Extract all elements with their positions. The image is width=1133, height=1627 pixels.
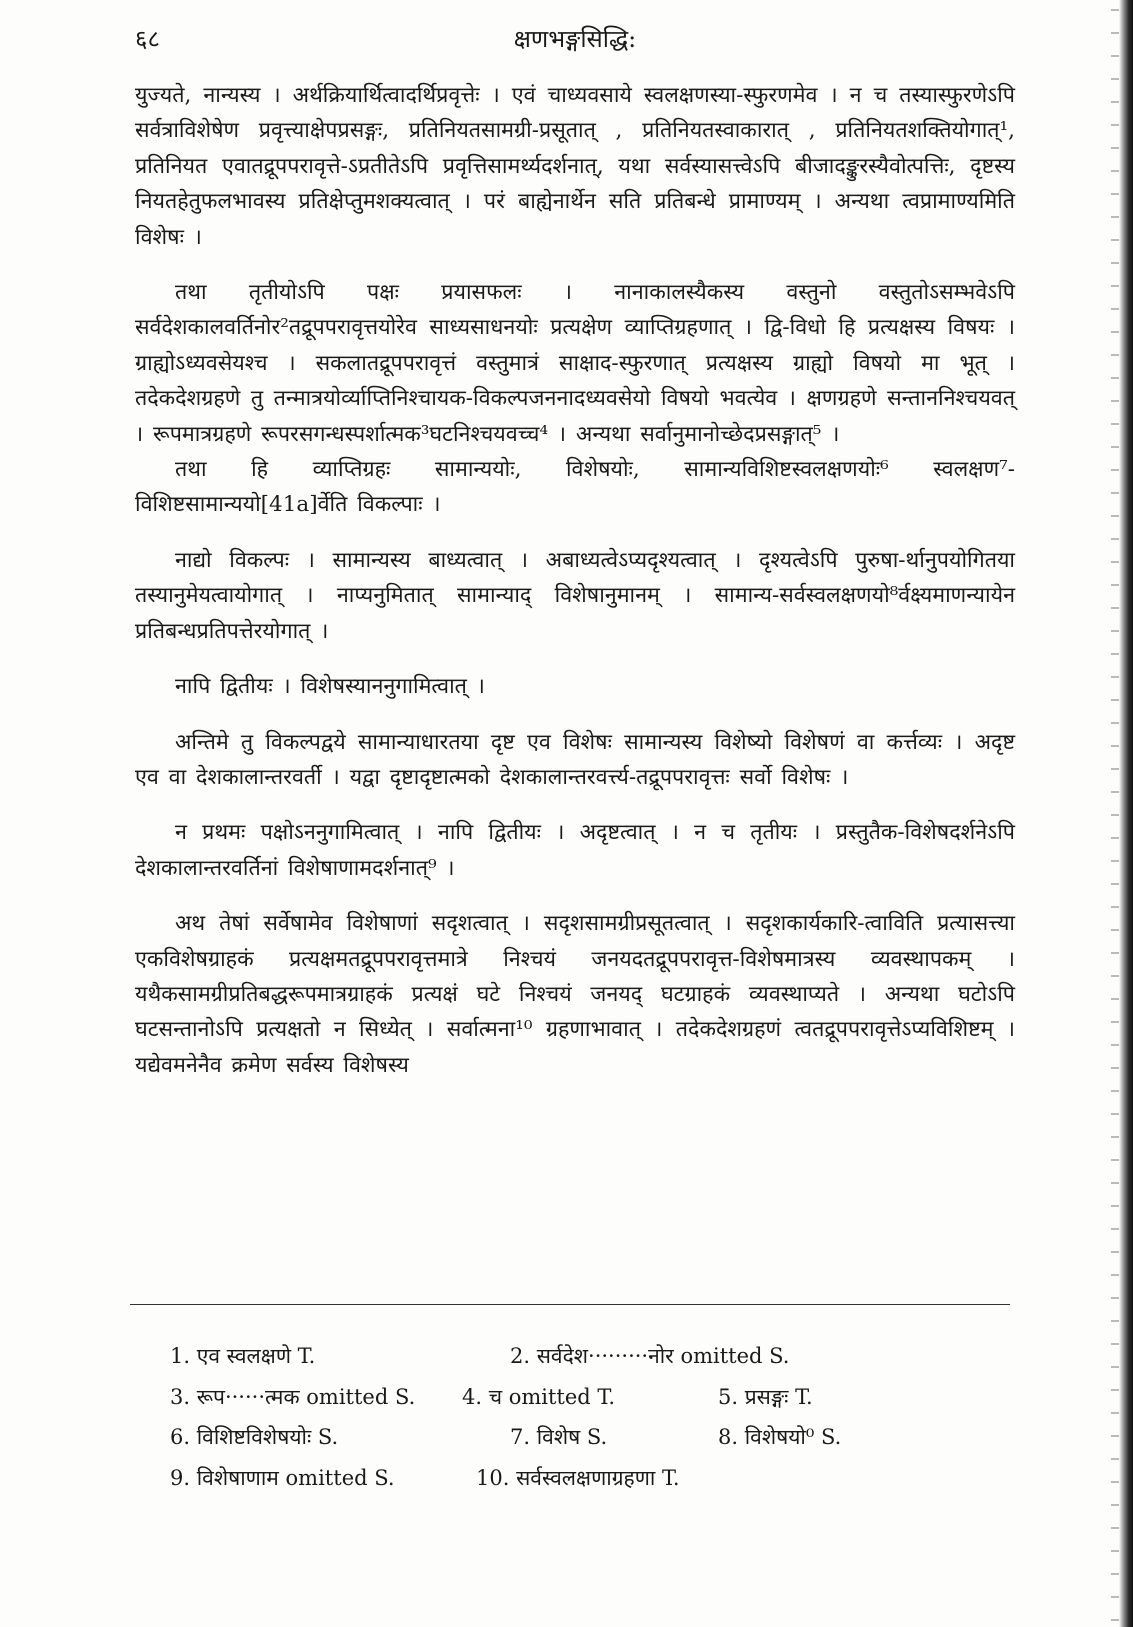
paragraph: तथा तृतीयोऽपि पक्षः प्रयासफलः । नानाकालस्यैकस्य वस्तुनो वस्तुतोऽसम्भवेऽपि सर्वदेशकालवर्तिनोर²तद्रूपपरावृत्तयोरेव साध्यसाधनयोः प्रत्यक्षेण व्याप्तिग्रहणात् । द्वि-विधो हि प्रत्यक्षस्य विषयः । ग्राह्योऽध्यवसेयश्च । सकलातद्रूपपरावृत्तं वस्तुमात्रं साक्षाद-स्फुरणात् प्रत्यक्षस्य ग्राह्यो विषयो मा भूत् । तदेकदेशग्रहणे तु तन्मात्रयोर्व्याप्तिनिश्चायक-विकल्पजननादध्यवसेयो विषयो भवत्येव । क्षणग्रहणे सन्ताननिश्चयवत् । रूपमात्रग्रहणे रूपरसगन्धस्पर्शात्मक³घटनिश्चयवच्च⁴ । अन्यथा सर्वानुमानोच्छेदप्रसङ्गात्⁵ । bbox=[135, 280, 1015, 447]
footnote: 4. च omitted T. bbox=[462, 1385, 616, 1409]
footnote: 3. रूप······त्मक omitted S. bbox=[170, 1385, 416, 1409]
paragraph: अन्तिमे तु विकल्पद्वये सामान्याधारतया दृष्ट एव विशेषः सामान्यस्य विशेष्यो विशेषणं वा कर्त्तव्यः । अदृष्ट एव वा देशकालान्तरवर्ती । यद्वा दृष्टादृष्टात्मको देशकालान्तरवर्त्त्य-तद्रूपपरावृत्तः सर्वो विशेषः । bbox=[135, 729, 1015, 790]
running-title: क्षणभङ्गसिद्धि: bbox=[513, 25, 637, 53]
footnote: 1. एव स्वलक्षणे T. bbox=[170, 1344, 316, 1368]
footnote: 8. विशेषयो⁰ S. bbox=[718, 1425, 842, 1449]
footnote-divider bbox=[130, 1304, 1010, 1305]
paragraph: नापि द्वितीयः । विशेषस्याननुगामित्वात् । bbox=[175, 674, 485, 700]
page-header bbox=[135, 20, 1015, 60]
paragraph: युज्यते, नान्यस्य । अर्थक्रियार्थित्वादर्थिप्रवृत्तेः । एवं चाध्यवसाये स्वलक्षणस्या-स्फुरणमेव । न च तस्यास्फुरणेऽपि सर्वत्राविशेषेण प्रवृत्त्याक्षेपप्रसङ्गः, प्रतिनियतसामग्री-प्रसूतात् , प्रतिनियतस्वाकारात् , प्रतिनियतशक्तियोगात्¹, प्रतिनियत एवातद्रूपपरावृत्ते-ऽप्रतीतेऽपि प्रवृत्तिसामर्थ्यदर्शनात्, यथा सर्वस्यासत्त्वेऽपि बीजादङ्कुरस्यैवोत्पत्तिः, दृष्टस्य नियतहेतुफलभावस्य प्रतिक्षेप्तुमशक्यत्वात् । परं बाह्येनार्थेन सति प्रतिबन्धे प्रामाण्यम् । अन्यथा त्वप्रामाण्यमिति विशेषः । bbox=[135, 83, 1015, 250]
footnote: 2. सर्वदेश·········नोर omitted S. bbox=[510, 1344, 790, 1368]
footnote: 9. विशेषाणाम omitted S. bbox=[170, 1466, 395, 1490]
footnote: 7. विशेष S. bbox=[510, 1425, 608, 1449]
paragraph: नाद्यो विकल्पः । सामान्यस्य बाध्यत्वात् । अबाध्यत्वेऽप्यदृश्यत्वात् । दृश्यत्वेऽपि पुरुषा-र्थानुपयोगितया तस्यानुमेयत्वायोगात् । नाप्यनुमितात् सामान्याद् विशेषानुमानम् । सामान्य-सर्वस्वलक्षणयो⁸र्वक्ष्यमाणन्यायेन प्रतिबन्धप्रतिपत्तेरयोगात् । bbox=[135, 547, 1015, 644]
footnote: 5. प्रसङ्गः T. bbox=[718, 1385, 813, 1409]
paragraph: न प्रथमः पक्षोऽननुगामित्वात् । नापि द्वितीयः । अदृष्टत्वात् । न च तृतीयः । प्रस्तुतैक-विशेषदर्शनेऽपि देशकालान्तरवर्तिनां विशेषाणामदर्शनात्⁹ । bbox=[135, 820, 1015, 881]
footnote: 6. विशिष्टविशेषयोः S. bbox=[170, 1425, 339, 1449]
footnote: 10. सर्वस्वलक्षणाग्रहणा T. bbox=[476, 1466, 680, 1490]
main-text bbox=[135, 78, 1015, 1083]
scan-edge-noise bbox=[1111, 0, 1119, 1627]
paragraph: तथा हि व्याप्तिग्रहः सामान्ययोः, विशेषयोः, सामान्यविशिष्टस्वलक्षणयोः⁶ स्वलक्षण⁷-विशिष्टसामान्ययो[41a]र्वेति विकल्पाः । bbox=[135, 457, 1015, 518]
scan-binding-edge bbox=[1119, 0, 1133, 1627]
page-number: ६८ bbox=[135, 25, 160, 53]
paragraph: अथ तेषां सर्वेषामेव विशेषाणां सदृशत्वात् । सदृशसामग्रीप्रसूतत्वात् । सदृशकार्यकारि-त्वाविति प्रत्यासत्त्या एकविशेषग्राहकं प्रत्यक्षमतद्रूपपरावृत्तमात्रे निश्चयं जनयदतद्रूपपरावृत्त-विशेषमात्रस्य व्यवस्थापकम् । यथैकसामग्रीप्रतिबद्धरूपमात्रग्राहकं प्रत्यक्षं घटे निश्चयं जनयद् घटग्राहकं व्यवस्थाप्यते । अन्यथा घटोऽपि घटसन्तानोऽपि प्रत्यक्षतो न सिध्येत् । सर्वात्मना¹⁰ ग्रहणाभावात् । तदेकदेशग्रहणं त्वतद्रूपपरावृत्तेऽप्यविशिष्टम् । यद्येवमनेनैव क्रमेण सर्वस्य विशेषस्य bbox=[135, 911, 1015, 1078]
